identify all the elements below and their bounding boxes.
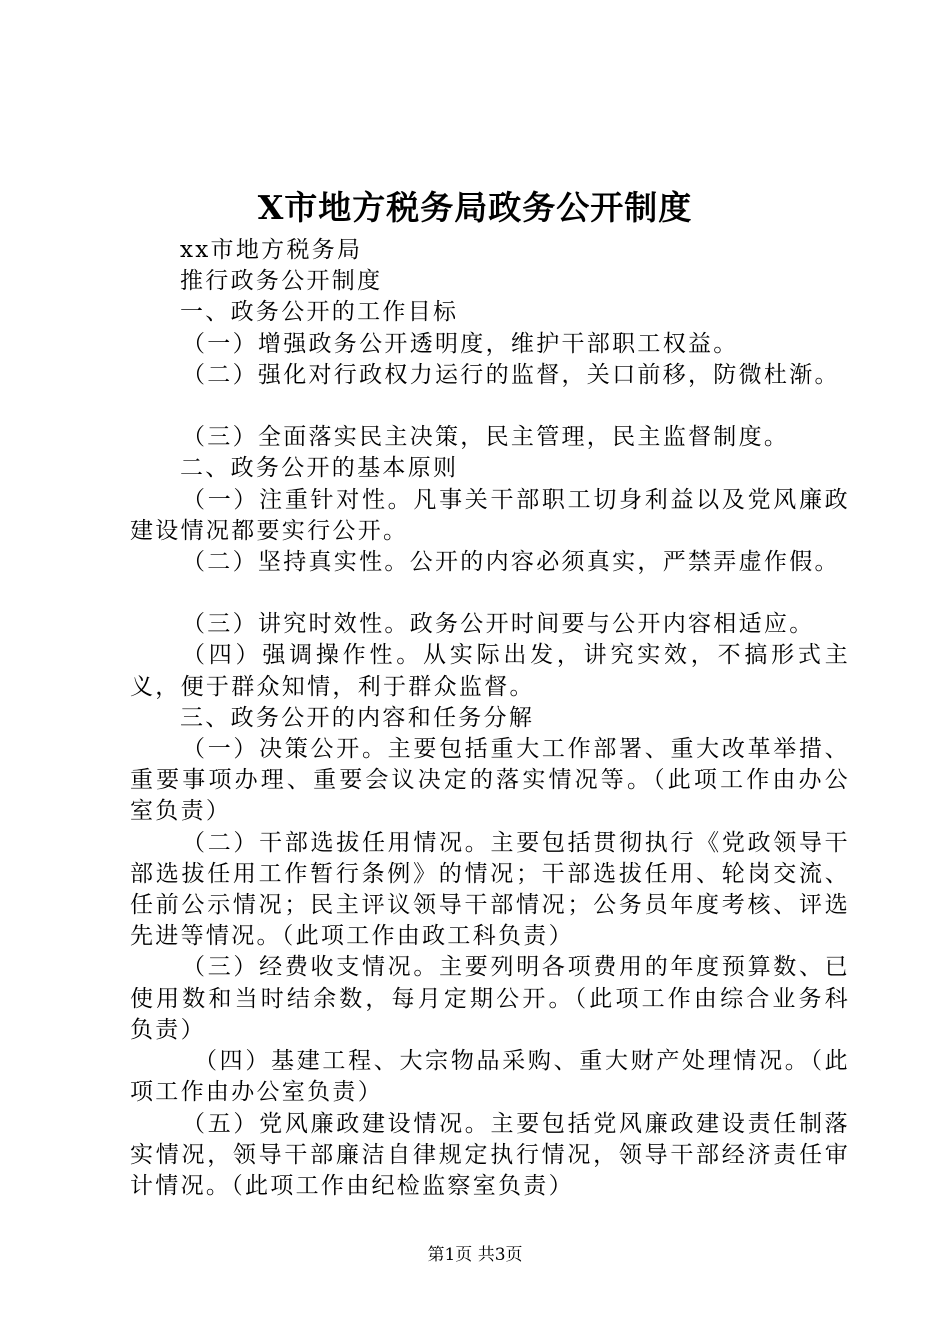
- goal-item-3: （三）全面落实民主决策，民主管理，民主监督制度。: [182, 424, 790, 451]
- content-item-3: （三）经费收支情况。主要列明各项费用的年度预算数、已使用数和当时结余数，每月定期公开。（此项工作由综合业务科负责）: [130, 954, 850, 1043]
- goal-item-2: （二）强化对行政权力运行的监督，关口前移，防微杜渐。: [182, 361, 840, 388]
- section-heading-goals: 一、政务公开的工作目标: [180, 299, 459, 326]
- principle-item-1: （一）注重针对性。凡事关干部职工切身利益以及党风廉政建设情况都要实行公开。: [130, 486, 850, 544]
- principle-item-3: （三）讲究时效性。政务公开时间要与公开内容相适应。: [182, 611, 815, 638]
- spacer: [130, 578, 850, 609]
- issuing-organization: xx市地方税务局: [180, 237, 363, 263]
- page-footer: 第1页 共3页: [427, 1245, 523, 1265]
- principle-item-4: （四）强调操作性。从实际出发，讲究实效，不搞形式主义，便于群众知情，利于群众监督。: [130, 642, 850, 700]
- document-name: 推行政务公开制度: [180, 268, 383, 295]
- content-item-5: （五）党风廉政建设情况。主要包括党风廉政建设责任制落实情况，领导干部廉洁自律规定执行情况，领导干部经济责任审计情况。（此项工作由纪检监察室负责）: [130, 1110, 850, 1199]
- principle-item-2: （二）坚持真实性。公开的内容必须真实，严禁弄虚作假。: [182, 548, 840, 575]
- content-item-4: （四）基建工程、大宗物品采购、重大财产处理情况。（此项工作由办公室负责）: [130, 1048, 850, 1106]
- spacer: [130, 391, 850, 422]
- document-body: [130, 235, 850, 1202]
- content-item-2: （二）干部选拔任用情况。主要包括贯彻执行《党政领导干部选拔任用工作暂行条例》的情况；干部选拔任用、轮岗交流、任前公示情况；民主评议领导干部情况；公务员年度考核、评选先进等情况。（此项工作由政工科负责）: [130, 829, 850, 950]
- section-heading-principles: 二、政务公开的基本原则: [180, 455, 459, 482]
- goal-item-1: （一）增强政务公开透明度，维护干部职工权益。: [182, 330, 739, 357]
- content-item-1: （一）决策公开。主要包括重大工作部署、重大改革举措、重要事项办理、重要会议决定的落实情况等。（此项工作由办公室负责）: [130, 736, 850, 825]
- section-heading-content: 三、政务公开的内容和任务分解: [180, 704, 535, 731]
- document-title: X市地方税务局政务公开制度: [257, 188, 693, 227]
